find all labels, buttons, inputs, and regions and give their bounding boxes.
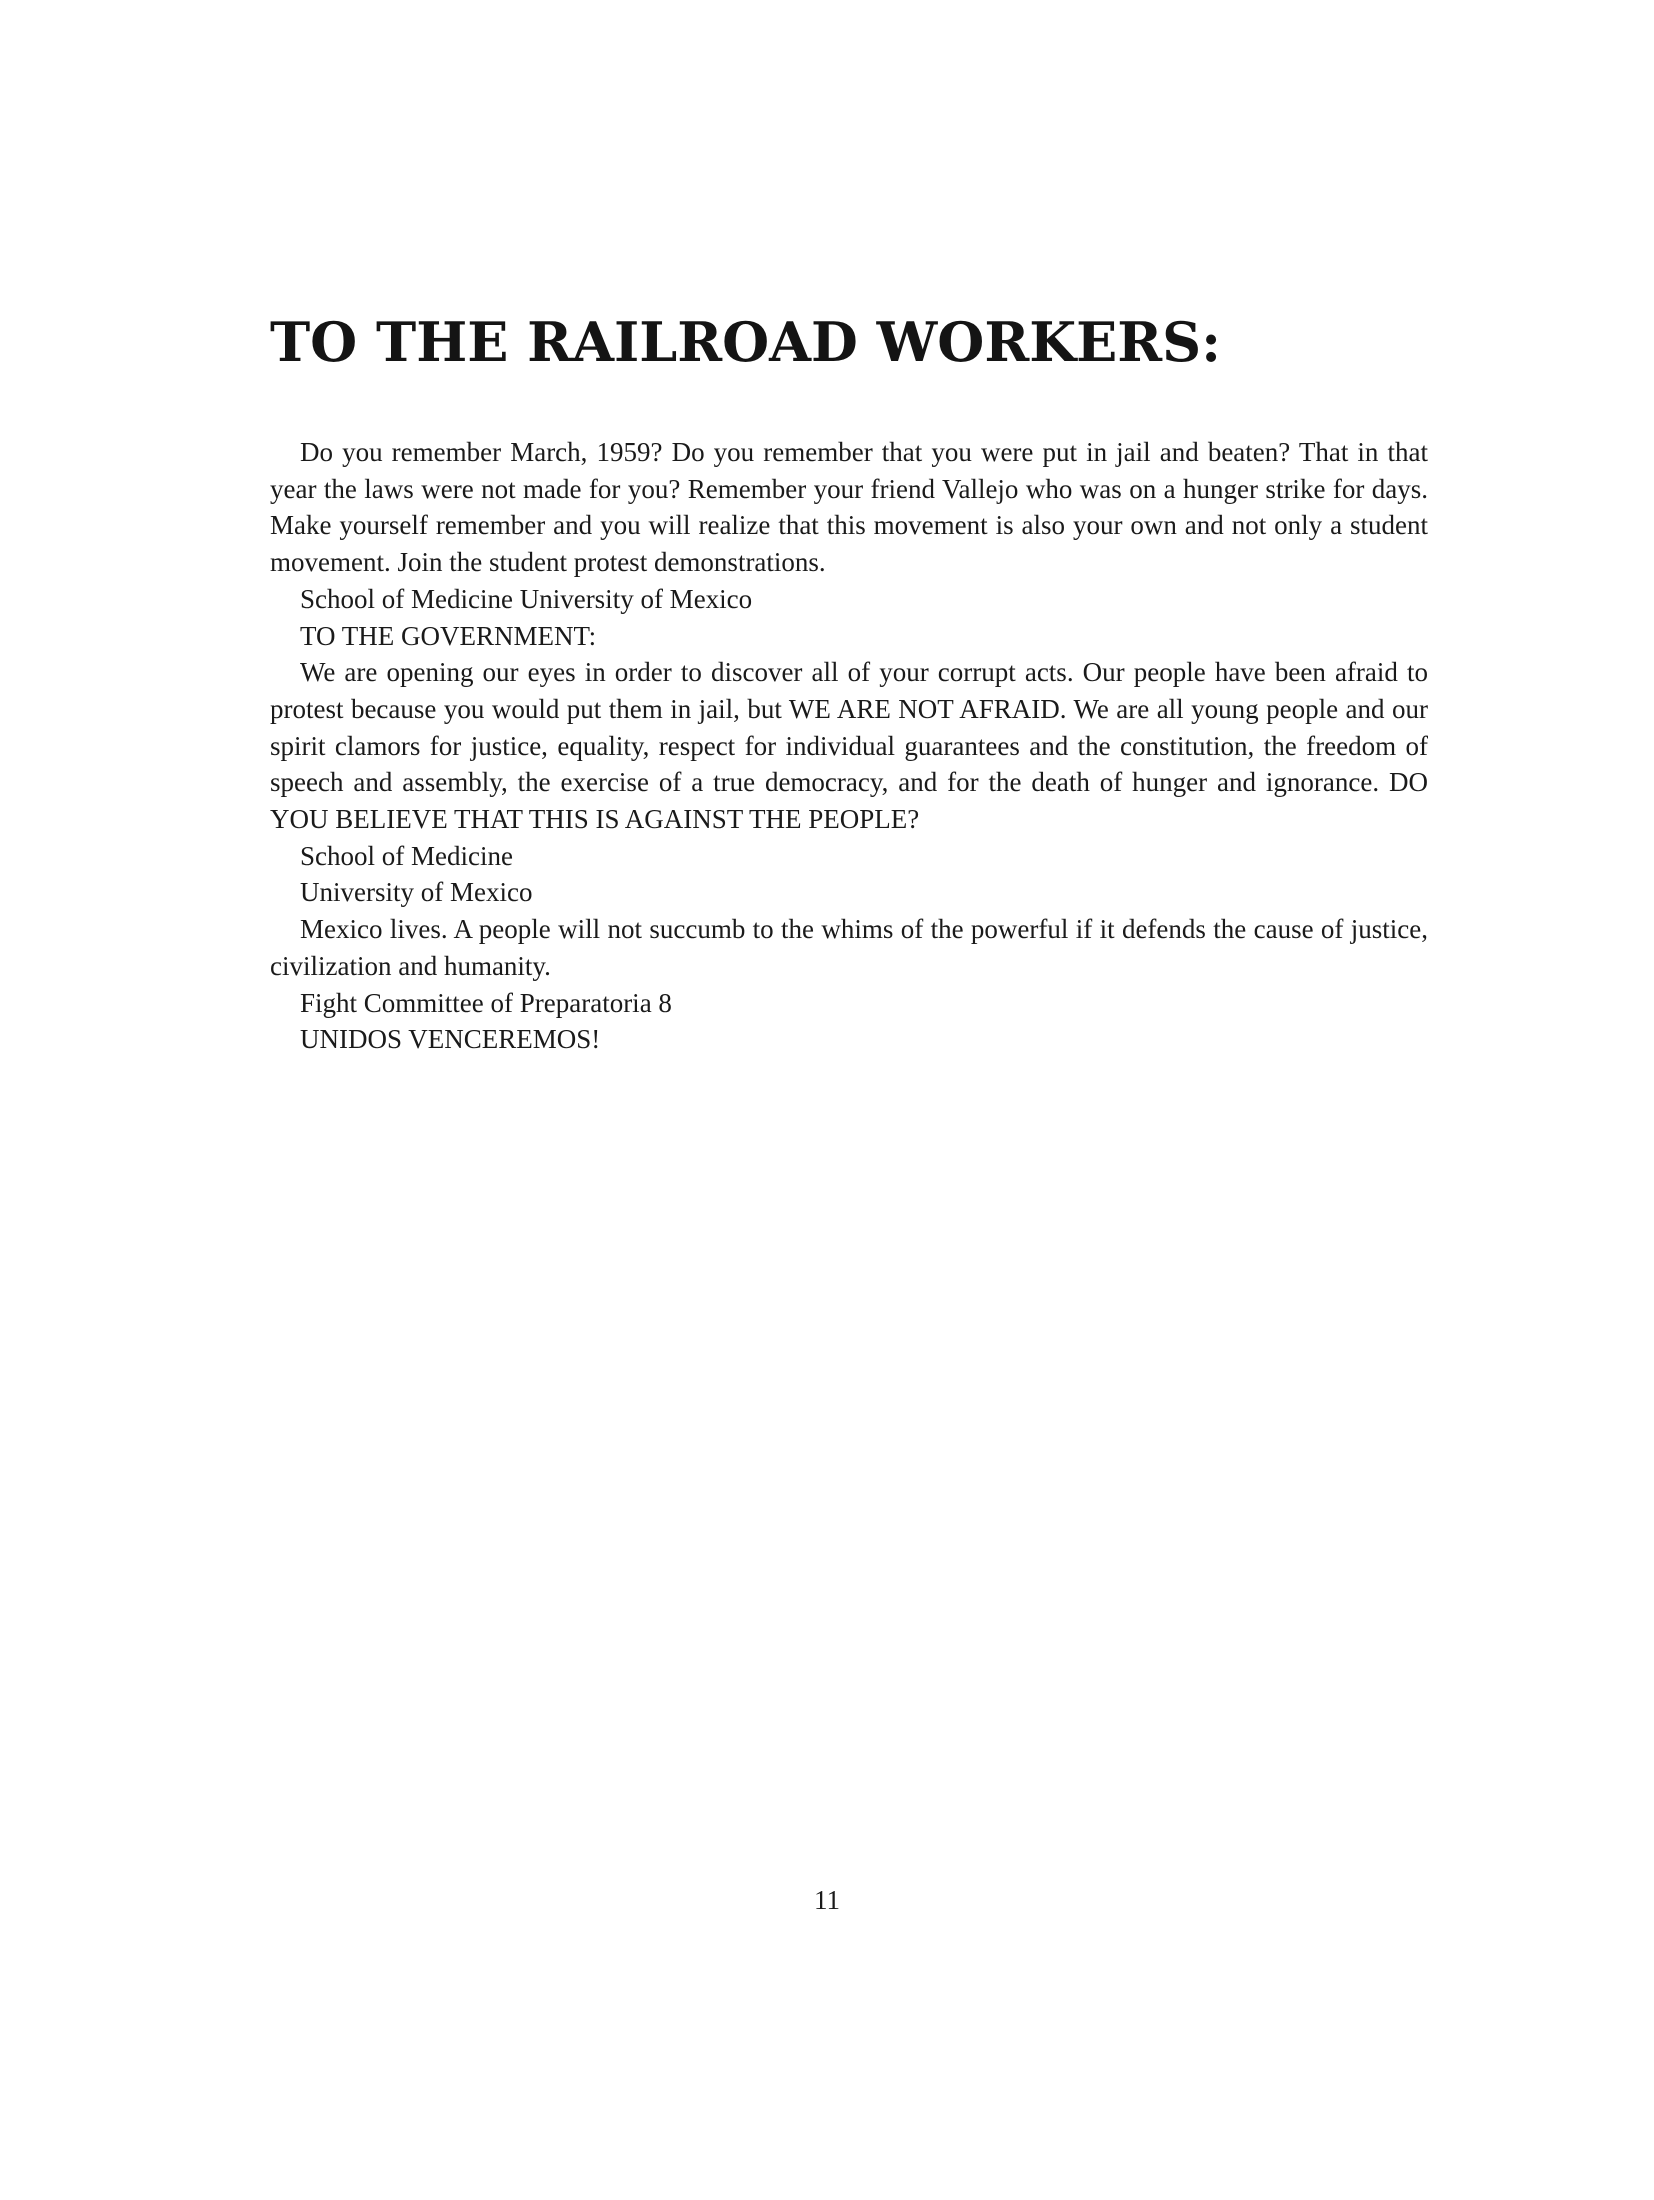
paragraph-mexico-lives: Mexico lives. A people will not succumb to the whims of the powerful if it defends the cause of justice, civilization and humanity. [270, 914, 1428, 981]
signature-medicine-university: School of Medicine University of Mexico [300, 583, 753, 614]
page-number: 11 [814, 1885, 840, 1915]
paragraph-government-appeal: We are opening our eyes in order to discover all of your corrupt acts. Our people have been afraid to protest because you would put them in jail, but WE ARE NOT AFRAID. We are all young people and our spirit clamors for justice, equality, respect for individual guarantees and the constitution, the freedom of speech and assembly, the exercise of a true democracy, and for the death of hunger and ignorance. DO YOU BELIEVE THAT THIS IS AGAINST THE PEOPLE? [270, 657, 1428, 835]
paragraph-railroad-appeal: Do you remember March, 1959? Do you remember that you were put in jail and beaten? That in that year the laws were not made for you? Remember your friend Vallejo who was on a hunger strike for days. Make yourself remember and you will realize that this movement is also your own and not only a student movement. Join the student protest demonstrations. [270, 437, 1428, 578]
page-title: TO THE RAILROAD WORKERS: [270, 310, 1222, 374]
document-body [270, 434, 1428, 1058]
signature-medicine: School of Medicine [300, 840, 513, 871]
signature-fight-committee: Fight Committee of Preparatoria 8 [300, 987, 672, 1018]
section-heading-government: TO THE GOVERNMENT: [300, 620, 597, 651]
signature-university: University of Mexico [300, 877, 533, 908]
closing-slogan: UNIDOS VENCEREMOS! [300, 1024, 601, 1055]
